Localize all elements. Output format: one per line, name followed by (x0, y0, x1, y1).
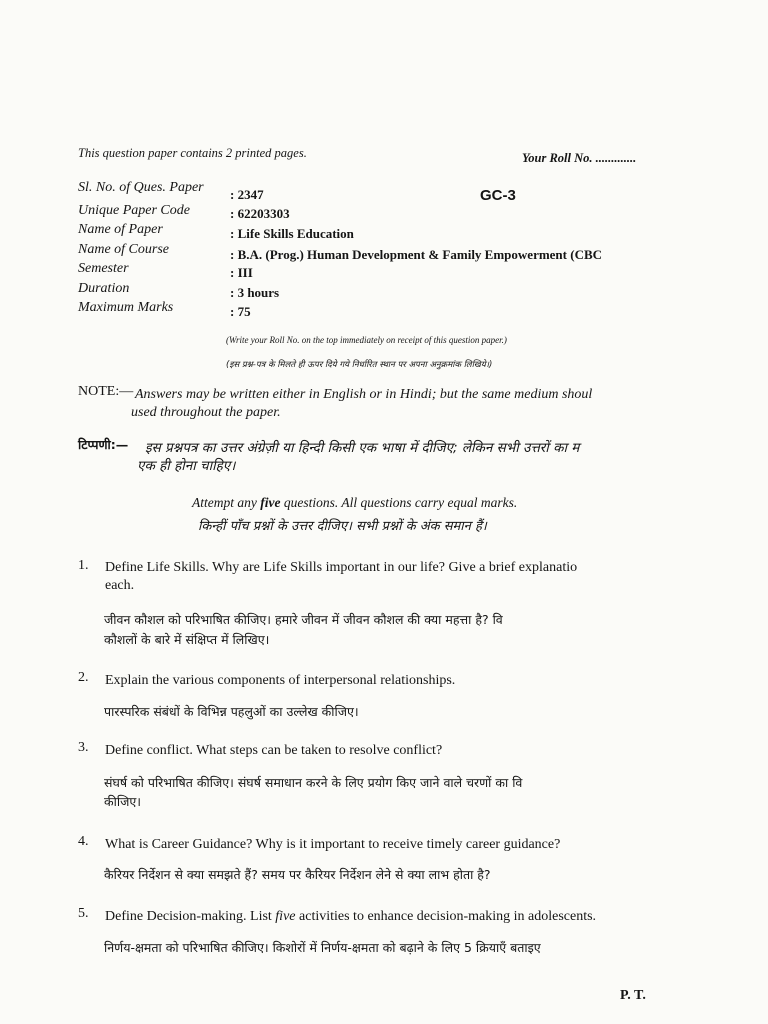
note-label: NOTE:— (78, 384, 134, 399)
question-4-en-line1: What is Career Guidance? Why is it important to receive timely career guidance? (105, 837, 561, 852)
question-3-hi-line2: कीजिए। (104, 794, 142, 809)
question-2-hi-line1: पारस्परिक संबंधों के विभिन्न पहलुओं का उल्लेख कीजिए। (104, 704, 359, 719)
meta-label-max-marks: Maximum Marks (78, 300, 174, 315)
question-3-number: 3. (78, 740, 89, 755)
meta-value-max-marks: : 75 (230, 304, 251, 319)
meta-label-paper-name: Name of Paper (78, 222, 163, 237)
roll-instruction-hi: (इस प्रश्न-पत्र के मिलते ही ऊपर दिये गये निर्धारित स्थान पर अपना अनुक्रमांक लिखिये।) (226, 360, 493, 370)
meta-label-serial: Sl. No. of Ques. Paper (78, 180, 204, 195)
tippani-line1: इस प्रश्नपत्र का उत्तर अंग्रेज़ी या हिन्दी किसी एक भाषा में दीजिए; लेकिन सभी उत्तरों का म (145, 440, 580, 456)
meta-label-course: Name of Course (78, 242, 169, 257)
paper-set-code: GC-3 (480, 187, 516, 204)
question-2-en-line1: Explain the various components of interpersonal relationships. (105, 673, 456, 688)
question-3-hi-line1: संघर्ष को परिभाषित कीजिए। संघर्ष समाधान करने के लिए प्रयोग किए जाने वाले चरणों का वि (104, 775, 523, 790)
meta-value-semester: : III (230, 265, 253, 280)
question-1-number: 1. (78, 558, 89, 573)
note-text-line1: Answers may be written either in English or in Hindi; but the same medium shoul (135, 387, 593, 402)
meta-label-duration: Duration (78, 281, 130, 296)
question-2-number: 2. (78, 670, 89, 685)
question-1-en-line2: each. (105, 578, 135, 593)
meta-value-duration: : 3 hours (230, 285, 280, 300)
question-3-en-line1: Define conflict. What steps can be taken to resolve conflict? (105, 743, 443, 758)
question-5-hi-line1: निर्णय-क्षमता को परिभाषित कीजिए। किशोरों में निर्णय-क्षमता को बढ़ाने के लिए 5 क्रियाएँ बताइए (104, 940, 541, 955)
attempt-instruction-en: Attempt any five questions. All questions carry equal marks. (192, 495, 518, 510)
question-1-en-line1: Define Life Skills. Why are Life Skills important in our life? Give a brief explanatio (105, 560, 578, 575)
attempt-instruction-hi: किन्हीं पाँच प्रश्नों के उत्तर दीजिए। सभी प्रश्नों के अंक समान हैं। (198, 519, 487, 534)
question-4-number: 4. (78, 834, 89, 849)
note-text-line2: used throughout the paper. (131, 405, 281, 420)
meta-label-semester: Semester (78, 261, 129, 276)
tippani-line2: एक ही होना चाहिए। (137, 458, 236, 474)
roll-no-line: Your Roll No. ............. (522, 151, 637, 165)
question-1-hi-line1: जीवन कौशल को परिभाषित कीजिए। हमारे जीवन में जीवन कौशल की क्या महत्ता है? वि (104, 612, 503, 627)
question-5-en-line1: Define Decision-making. List five activities to enhance decision-making in adolescents. (105, 909, 597, 924)
meta-label-paper-code: Unique Paper Code (78, 203, 190, 218)
tippani-label: टिप्पणी:— (78, 437, 129, 452)
question-4-hi-line1: कैरियर निर्देशन से क्या समझते हैं? समय पर कैरियर निर्देशन लेने से क्या लाभ होता है? (104, 867, 491, 882)
meta-value-serial: : 2347 (230, 187, 264, 202)
please-turn-over: P. T. (620, 988, 646, 1003)
question-1-hi-line2: कौशलों के बारे में संक्षिप्त में लिखिए। (104, 632, 270, 647)
meta-value-paper-code: : 62203303 (230, 206, 290, 221)
meta-value-course: : B.A. (Prog.) Human Development & Family Empowerment (CBC (230, 247, 603, 262)
roll-instruction-en: (Write your Roll No. on the top immediately on receipt of this question paper.) (226, 335, 507, 345)
meta-value-paper-name: : Life Skills Education (230, 226, 354, 241)
question-5-number: 5. (78, 906, 89, 921)
pages-note: This question paper contains 2 printed pages. (78, 146, 307, 160)
